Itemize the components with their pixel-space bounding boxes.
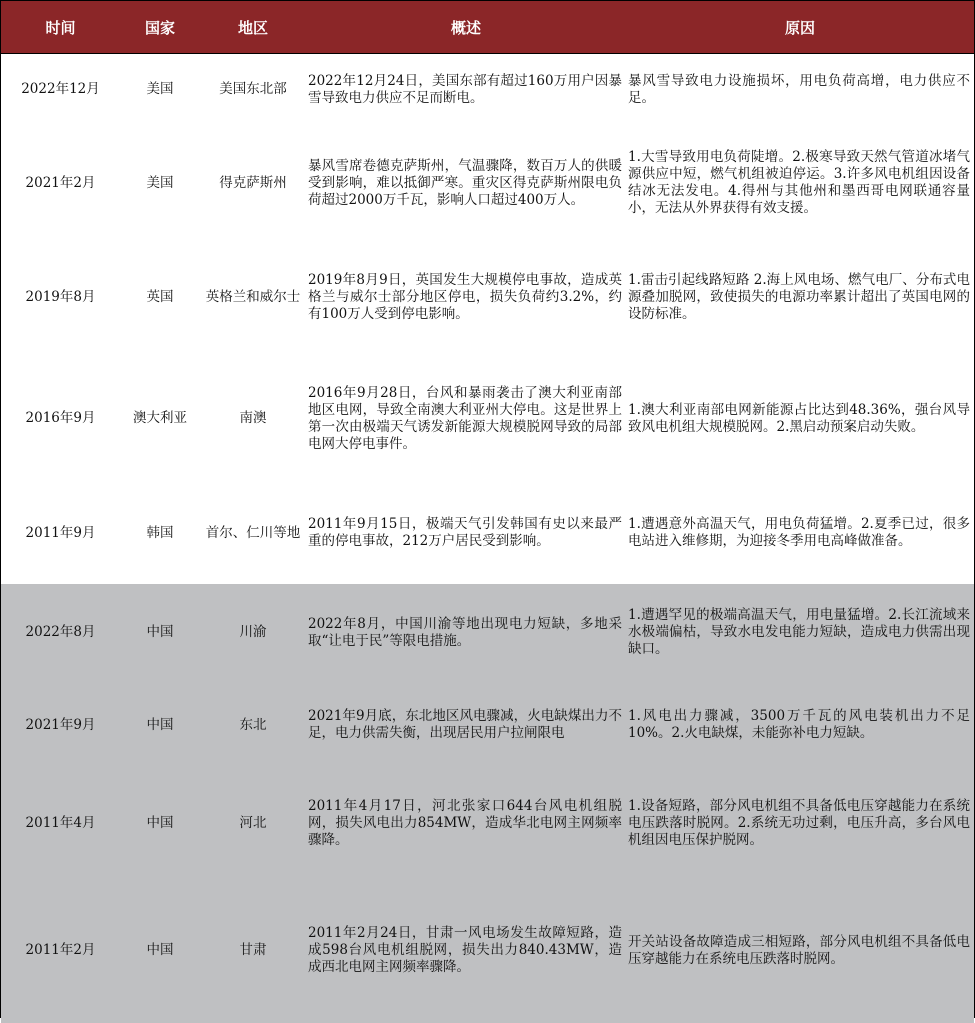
table-row bbox=[1, 769, 974, 879]
table-row bbox=[1, 355, 974, 483]
blackout-events-table bbox=[1, 0, 974, 1023]
cell-region: 英格兰和威尔士 bbox=[205, 289, 301, 305]
cell-country: 美国 bbox=[146, 81, 174, 98]
cell-country: 中国 bbox=[146, 716, 174, 733]
cell-time: 2022年8月 bbox=[25, 624, 96, 640]
cell-region: 川渝 bbox=[239, 624, 267, 640]
table-row bbox=[1, 126, 974, 241]
cell-country: 英国 bbox=[146, 289, 174, 305]
cell-summary: 暴风雪席卷德克萨斯州，气温骤降，数百万人的供暖受到影响，难以抵御严寒。重灾区得克萨斯州限电负荷超过2000万千瓦，影响人口超过400万人。 bbox=[308, 157, 622, 208]
table-row bbox=[1, 879, 974, 1023]
cell-reason: 开关站设备故障造成三相短路，部分风电机组不具备低电压穿越能力在系统电压跌落时脱网。 bbox=[628, 933, 970, 967]
cell-time: 2021年9月 bbox=[25, 716, 96, 733]
cell-time: 2011年9月 bbox=[25, 524, 96, 541]
cell-region: 得克萨斯州 bbox=[219, 174, 287, 191]
cell-country: 中国 bbox=[146, 815, 174, 831]
cell-time: 2016年9月 bbox=[25, 410, 96, 426]
table-row bbox=[1, 241, 974, 355]
cell-reason: 1.澳大利亚南部电网新能源占比达到48.36%，强台风导致风电机组大规模脱网。2.黑启动预案启动失败。 bbox=[628, 401, 970, 435]
header-region: 地区 bbox=[200, 1, 306, 54]
header-row bbox=[1, 1, 974, 54]
cell-summary: 2016年9月28日，台风和暴雨袭击了澳大利亚南部地区电网，导致全南澳大利亚州大停电。这是世界上第一次由极端天气诱发新能源大规模脱网导致的局部电网大停电事件。 bbox=[308, 384, 622, 452]
cell-country: 美国 bbox=[146, 174, 174, 191]
cell-summary: 2022年12月24日，美国东部有超过160万用户因暴雪导致电力供应不足而断电。 bbox=[308, 72, 622, 106]
cell-region: 河北 bbox=[239, 815, 267, 831]
cell-reason: 1.风电出力骤减，3500万千瓦的风电装机出力不足10%。2.火电缺煤，未能弥补电力短缺。 bbox=[628, 708, 970, 741]
cell-reason: 1.大雪导致用电负荷陡增。2.极寒导致天然气管道冰堵气源供应中短，燃气机组被迫停运。3.许多风电机组因设备结冰无法发电。4.得州与其他州和墨西哥电网联通容量小，无法从外界获得有效支援。 bbox=[628, 149, 970, 216]
cell-summary: 2011年9月15日，极端天气引发韩国有史以来最严重的停电事故，212万户居民受到影响。 bbox=[308, 516, 622, 549]
cell-region: 美国东北部 bbox=[219, 81, 287, 98]
cell-region: 东北 bbox=[239, 716, 267, 733]
table-row bbox=[1, 483, 974, 584]
header-country: 国家 bbox=[120, 1, 200, 54]
cell-country: 韩国 bbox=[146, 524, 174, 541]
cell-time: 2021年2月 bbox=[25, 174, 96, 191]
table-row bbox=[1, 682, 974, 769]
cell-reason: 1.遭遇罕见的极端高温天气，用电量猛增。2.长江流域来水极端偏枯，导致水电发电能力短缺，造成电力供需出现缺口。 bbox=[628, 607, 970, 657]
cell-country: 中国 bbox=[146, 624, 174, 640]
cell-time: 2011年4月 bbox=[25, 815, 96, 831]
cell-country: 中国 bbox=[146, 942, 174, 958]
cell-region: 南澳 bbox=[239, 410, 267, 426]
cell-reason: 暴风雪导致电力设施损坏，用电负荷高增，电力供应不足。 bbox=[628, 72, 970, 106]
table-row bbox=[1, 584, 974, 682]
header-time: 时间 bbox=[1, 1, 120, 54]
cell-summary: 2011年2月24日，甘肃一风电场发生故障短路，造成598台风电机组脱网，损失出力840.43MW，造成西北电网主网频率骤降。 bbox=[308, 925, 622, 975]
cell-region: 甘肃 bbox=[239, 942, 267, 958]
cell-time: 2011年2月 bbox=[25, 942, 96, 958]
cell-reason: 1.设备短路，部分风电机组不具备低电压穿越能力在系统电压跌落时脱网。2.系统无功过剩，电压升高，多台风电机组因电压保护脱网。 bbox=[628, 798, 970, 848]
cell-summary: 2011年4月17日，河北张家口644台风电机组脱网，损失风电出力854MW，造成华北电网主网频率骤降。 bbox=[308, 798, 622, 848]
table-row bbox=[1, 54, 974, 126]
cell-time: 2022年12月 bbox=[21, 81, 100, 98]
cell-reason: 1.遭遇意外高温天气，用电负荷猛增。2.夏季已过，很多电站进入维修期，为迎接冬季用电高峰做准备。 bbox=[628, 516, 970, 549]
cell-region: 首尔、仁川等地 bbox=[205, 524, 301, 541]
table-header bbox=[1, 1, 974, 54]
cell-time: 2019年8月 bbox=[25, 289, 96, 305]
cell-summary: 2021年9月底，东北地区风电骤减，火电缺煤出力不足，电力供需失衡，出现居民用户拉闸限电 bbox=[308, 708, 622, 741]
header-summary: 概述 bbox=[306, 1, 626, 54]
cell-country: 澳大利亚 bbox=[133, 410, 187, 426]
table-body bbox=[1, 54, 974, 1023]
cell-summary: 2022年8月，中国川渝等地出现电力短缺，多地采取“让电于民”等限电措施。 bbox=[308, 615, 622, 649]
cell-reason: 1.雷击引起线路短路 2.海上风电场、燃气电厂、分布式电源叠加脱网，致使损失的电源功率累计超出了英国电网的设防标准。 bbox=[628, 272, 970, 322]
header-reason: 原因 bbox=[626, 1, 974, 54]
cell-summary: 2019年8月9日，英国发生大规模停电事故，造成英格兰与威尔士部分地区停电，损失负荷约3.2%，约有100万人受到停电影响。 bbox=[308, 272, 622, 322]
